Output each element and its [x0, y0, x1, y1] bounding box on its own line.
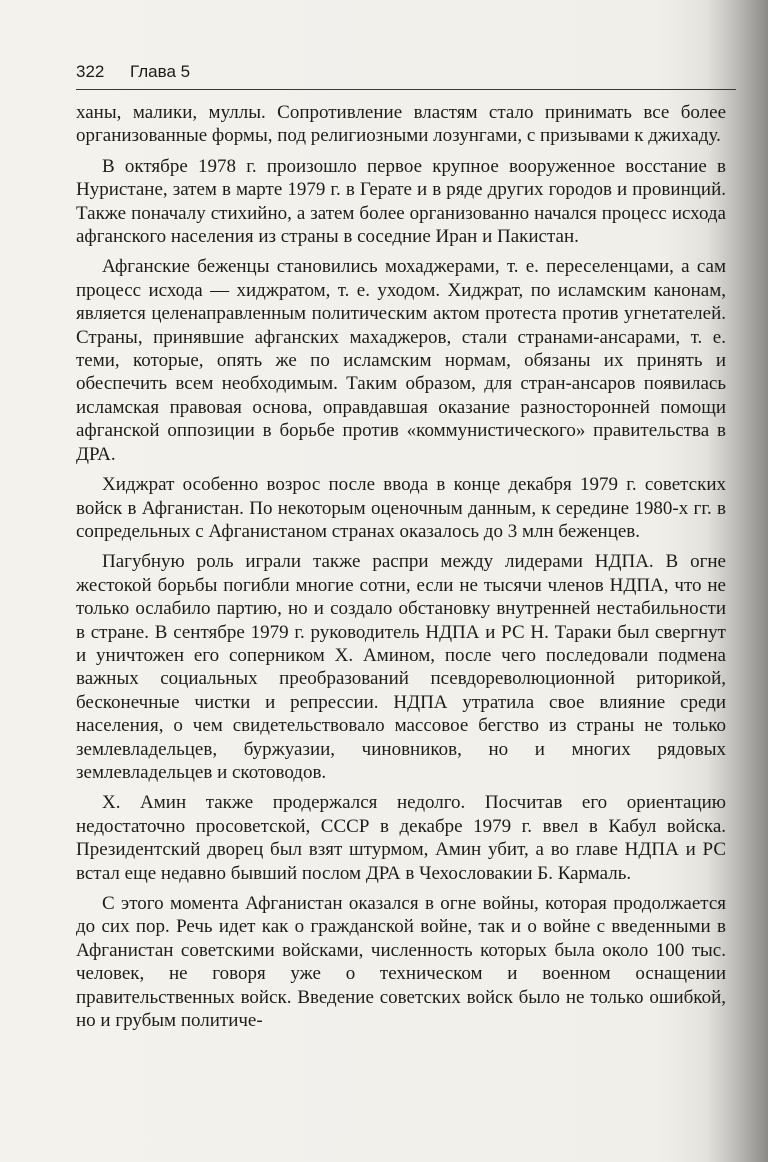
header-divider — [76, 89, 736, 90]
paragraph-6: Х. Амин также продержался недолго. Посчитав его ориентацию недостаточно просоветской, СССР в декабре 1979 г. ввел в Кабул войска. Президентский дворец был взят штурмом, Амин убит, а во главе НДПА и РС встал еще недавно бывший послом ДРА в Чехословакии Б. Кармаль. — [76, 792, 726, 884]
paragraph-1: ханы, малики, муллы. Сопротивление властям стало принимать все более организованные формы, под религиозными лозунгами, с призывами к джихаду. — [76, 102, 726, 147]
paragraph-4: Хиджрат особенно возрос после ввода в конце декабря 1979 г. советских войск в Афганистан. По некоторым оценочным данным, к середине 1980-х гг. в сопредельных с Афганистаном странах оказалось до 3 млн беженцев. — [76, 474, 726, 542]
chapter-label: Глава 5 — [130, 62, 191, 81]
paragraph-3: Афганские беженцы становились мохаджерами, т. е. переселенцами, а сам процесс исхода — хиджратом, т. е. уходом. Хиджрат, по исламским канонам, является целенаправленным политическим актом протеста против угнетателей. Страны, принявшие афганских махаджеров, стали странами-ансарами, т. е. теми, которые, опять же по исламским нормам, обязаны их принять и обеспечить всем необходимым. Таким образом, для стран-ансаров появилась исламская правовая основа, оправдавшая оказание разносторонней помощи афганской оппозиции в борьбе против «коммунистического» правительства в ДРА. — [76, 256, 726, 465]
paragraph-5: Пагубную роль играли также распри между лидерами НДПА. В огне жестокой борьбы погибли многие сотни, если не тысячи членов НДПА, что не только ослабило партию, но и создало обстановку внутренней нестабильности в стране. В сентябре 1979 г. руководитель НДПА и РС Н. Тараки был свергнут и уничтожен его соперником Х. Амином, после чего последовали подмена важных социальных преобразований псевдореволюционной риторикой, бесконечные чистки и репрессии. НДПА утратила свое влияние среди населения, о чем свидетельствовало массовое бегство из страны не только землевладельцев, буржуазии, чиновников, но и многих рядовых землевладельцев и скотоводов. — [76, 551, 726, 783]
page-number: 322 — [76, 62, 105, 81]
paragraph-2: В октябре 1978 г. произошло первое крупное вооруженное восстание в Нуристане, затем в марте 1979 г. в Герате и в ряде других городов и провинций. Также поначалу стихийно, а затем более организованно начался процесс исхода афганского населения из страны в соседние Иран и Пакистан. — [76, 155, 726, 248]
running-header — [76, 62, 726, 90]
body-text — [76, 101, 726, 1039]
paragraph-7: С этого момента Афганистан оказался в огне войны, которая продолжается до сих пор. Речь идет как о гражданской войне, так и о войне с введенными в Афганистан советскими войсками, численность которых была около 100 тыс. человек, не говоря уже о техническом и военном оснащении правительственных войск. Введение советских войск было не только ошибкой, но и грубым политиче- — [76, 893, 726, 1032]
